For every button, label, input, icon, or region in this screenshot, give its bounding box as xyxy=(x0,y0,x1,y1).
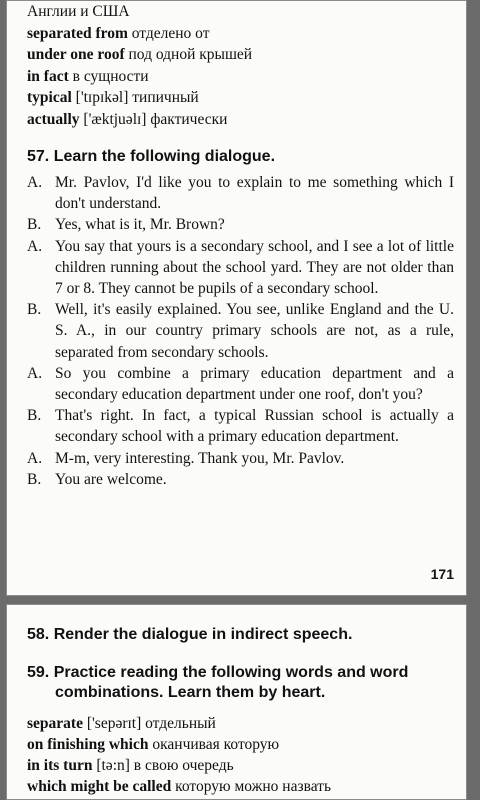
exercise-58-heading: 58. Render the dialogue in indirect speech. xyxy=(27,626,353,643)
vocab-term: typical xyxy=(27,89,72,106)
dialogue-line xyxy=(27,363,454,405)
dialogue-line xyxy=(27,405,454,447)
vocab-translation: оканчивая которую xyxy=(152,736,280,753)
vocab-term: in its turn xyxy=(27,757,93,774)
dialogue-text: Yes, what is it, Mr. Brown? xyxy=(55,216,225,234)
vocabulary-list-bottom xyxy=(27,713,454,797)
vocab-entry xyxy=(27,755,454,776)
vocab-entry xyxy=(27,713,454,734)
dialogue-line xyxy=(27,172,454,214)
dialogue-text: You are welcome. xyxy=(55,470,167,488)
vocab-translation: отделено от xyxy=(131,24,210,42)
dialogue-text: Well, it's easily explained. You see, unlike England and the U. S. A., in our country primary schools are not, as a rule, separated from secondary schools. xyxy=(55,301,454,361)
vocab-translation: под одной крышей xyxy=(128,46,253,63)
speaker-label: B. xyxy=(27,470,42,488)
vocab-translation: ['sepərɪt] отдельный xyxy=(86,715,216,732)
dialogue-text: Mr. Pavlov, I'd like you to explain to me something which I don't understand. xyxy=(55,174,454,213)
dialogue-text: That's right. In fact, a typical Russian school is actually a secondary school with a primary education department. xyxy=(55,407,454,446)
speaker-label: A. xyxy=(27,364,43,382)
exercise-57-heading: 57. Learn the following dialogue. xyxy=(27,148,276,165)
vocab-term: under one roof xyxy=(27,46,125,63)
vocab-translation: в сущности xyxy=(72,67,149,85)
speaker-label: B. xyxy=(27,216,42,234)
speaker-label: A. xyxy=(27,449,43,467)
vocab-translation: [tə:n] в свою очередь xyxy=(96,757,234,774)
dialogue xyxy=(27,172,454,490)
vocab-entry xyxy=(27,87,454,109)
vocab-translation: которую можно назвать xyxy=(175,778,332,795)
vocab-fragment: Англии и США xyxy=(27,3,130,20)
dialogue-line xyxy=(27,448,454,469)
vocab-entry xyxy=(27,44,454,66)
vocab-term: actually xyxy=(27,110,80,128)
vocab-entry xyxy=(27,1,454,23)
dialogue-text: So you combine a primary education department and a secondary education department under one roof, don't you? xyxy=(55,364,454,404)
page-number: 171 xyxy=(430,566,454,582)
dialogue-line xyxy=(27,299,454,363)
speaker-label: B. xyxy=(27,407,42,425)
textbook-page-171 xyxy=(6,0,467,596)
vocab-term: on finishing which xyxy=(27,736,149,753)
exercise-59-heading xyxy=(27,663,454,703)
vocab-entry xyxy=(27,23,454,45)
speaker-label: B. xyxy=(27,301,42,319)
vocabulary-list-top xyxy=(27,1,454,130)
vocab-term: separate xyxy=(27,715,83,732)
speaker-label: A. xyxy=(27,237,43,255)
vocab-entry xyxy=(27,776,454,797)
dialogue-text: M-m, very interesting. Thank you, Mr. Pavlov. xyxy=(55,449,345,467)
vocab-translation: ['tɪpɪkəl] типичный xyxy=(75,89,199,106)
speaker-label: A. xyxy=(27,174,43,191)
vocab-entry xyxy=(27,734,454,755)
vocab-term: in fact xyxy=(27,67,69,85)
dialogue-line xyxy=(27,214,454,235)
dialogue-line xyxy=(27,236,454,300)
vocab-term: separated from xyxy=(27,24,128,42)
vocab-entry xyxy=(27,109,454,131)
dialogue-text: You say that yours is a secondary school, and I see a lot of little children running about the school yard. They are not older than 7 or 8. They cannot be pupils of a secondary school. xyxy=(55,237,454,298)
exercise-59-heading-line2: combinations. Learn them by heart. xyxy=(55,684,326,701)
exercise-59-heading-line1: 59. Practice reading the following words and word xyxy=(27,664,409,681)
dialogue-line xyxy=(27,469,454,490)
vocab-translation: ['æktjuəlɪ] фактически xyxy=(83,110,228,128)
vocab-term: which might be called xyxy=(27,778,172,795)
textbook-page-next xyxy=(6,604,467,800)
vocab-entry xyxy=(27,66,454,88)
